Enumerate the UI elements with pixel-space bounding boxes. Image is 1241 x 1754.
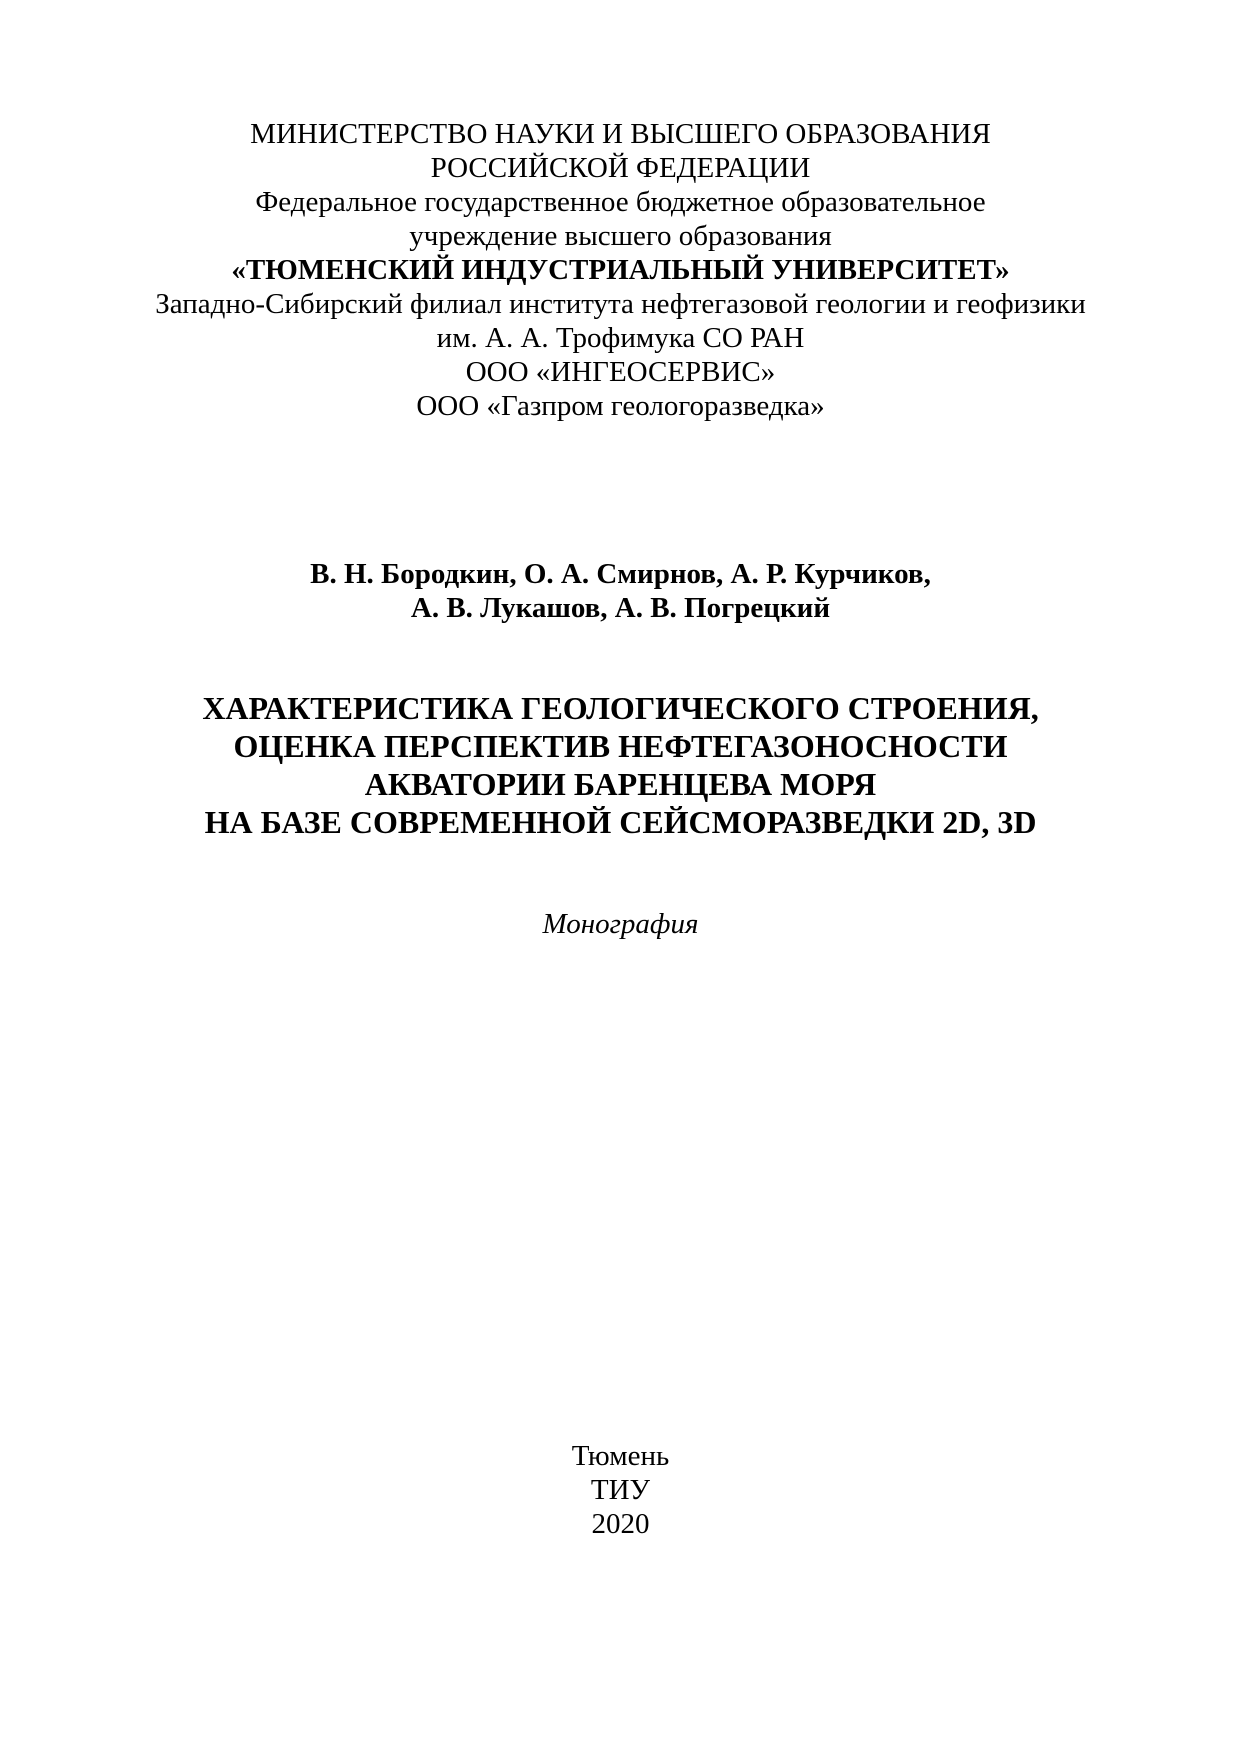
institution-type-line-1: Федеральное государственное бюджетное образовательное [255,186,986,218]
imprint-publisher: ТИУ [590,1474,651,1506]
organization-ingeoservis: ООО «ИНГЕОСЕРВИС» [465,356,776,388]
imprint-city: Тюмень [571,1440,670,1472]
publication-type-label: Монография [542,908,699,940]
publication-type [0,907,1241,941]
title-line-2: ОЦЕНКА ПЕРСПЕКТИВ НЕФТЕГАЗОНОСНОСТИ [233,728,1008,764]
branch-line-2: им. А. А. Трофимука СО РАН [436,322,805,354]
title-line-3: АКВАТОРИИ БАРЕНЦЕВА МОРЯ [364,766,877,802]
authors-line-2: А. В. Лукашов, А. В. Погрецкий [410,592,831,624]
authors [0,557,1241,625]
authors-line-1: В. Н. Бородкин, О. А. Смирнов, А. Р. Курчиков, [310,558,931,590]
imprint-year: 2020 [591,1508,650,1540]
branch-line-1: Западно-Сибирский филиал института нефтегазовой геологии и геофизики [155,288,1086,320]
institution-type-line-2: учреждение высшего образования [409,220,832,252]
organization-gazprom: ООО «Газпром геологоразведка» [416,390,825,422]
institution-header [0,117,1241,423]
ministry-line-2: РОССИЙСКОЙ ФЕДЕРАЦИИ [430,152,811,184]
imprint [0,1439,1241,1541]
title-line-4: НА БАЗЕ СОВРЕМЕННОЙ СЕЙСМОРАЗВЕДКИ 2D, 3D [204,804,1037,840]
university-name: «ТЮМЕНСКИЙ ИНДУСТРИАЛЬНЫЙ УНИВЕРСИТЕТ» [231,254,1010,286]
book-title [0,689,1241,841]
title-line-1: ХАРАКТЕРИСТИКА ГЕОЛОГИЧЕСКОГО СТРОЕНИЯ, [202,690,1039,726]
ministry-line-1: МИНИСТЕРСТВО НАУКИ И ВЫСШЕГО ОБРАЗОВАНИЯ [250,118,991,150]
